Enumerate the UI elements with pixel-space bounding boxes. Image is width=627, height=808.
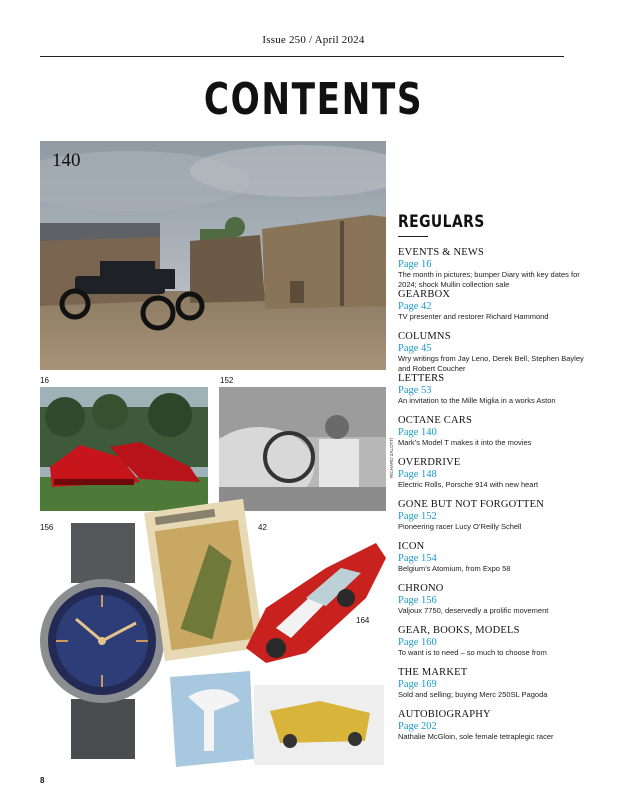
section-title: THE MARKET (398, 667, 468, 678)
page-title: CONTENTS (203, 74, 424, 125)
section-description: Electric Rolls, Porsche 914 with new heart (398, 480, 539, 489)
page-reference[interactable]: Page 154 (398, 553, 437, 564)
photo-model-car[interactable] (236, 528, 386, 668)
photo-book-spread[interactable] (170, 671, 386, 771)
section-description: Sold and selling; buying Merc 250SL Pagoda (398, 690, 548, 699)
list-item[interactable] (398, 499, 598, 541)
photo-page-number-16: 16 (40, 376, 49, 385)
section-title: EVENTS & NEWS (398, 247, 485, 258)
photo-model-t[interactable] (40, 141, 386, 370)
regulars-list (398, 247, 598, 751)
list-item[interactable] (398, 331, 598, 373)
section-title: CHRONO (398, 583, 444, 594)
header-rule (40, 56, 564, 57)
list-item[interactable] (398, 541, 598, 583)
section-title: GEARBOX (398, 289, 451, 300)
section-description: Belgium’s Atomium, from Expo 58 (398, 564, 511, 573)
page-reference[interactable]: Page 45 (398, 343, 432, 354)
section-description: The month in pictures; bumper Diary with key dates for 2024; shock Mullin collection sale (398, 270, 580, 289)
page-reference[interactable]: Page 202 (398, 721, 437, 732)
page-reference[interactable]: Page 156 (398, 595, 437, 606)
photo-vintage-racer[interactable] (219, 387, 386, 511)
page-folio: 8 (40, 776, 45, 785)
list-item[interactable] (398, 667, 598, 709)
regulars-heading: REGULARS (398, 212, 485, 232)
section-title: ICON (398, 541, 425, 552)
list-item[interactable] (398, 247, 598, 289)
section-title: GONE BUT NOT FORGOTTEN (398, 499, 545, 510)
list-item[interactable] (398, 583, 598, 625)
section-description: Pioneering racer Lucy O’Reilly Schell (398, 522, 522, 531)
page-reference[interactable]: Page 53 (398, 385, 432, 396)
photo-credit: RICHARD ZALOTTI (389, 437, 394, 478)
section-title: OVERDRIVE (398, 457, 461, 468)
page-reference[interactable]: Page 42 (398, 301, 432, 312)
photo-page-number-156: 156 (40, 523, 54, 532)
issue-line: Issue 250 / April 2024 (262, 34, 365, 46)
section-description: An invitation to the Mille Miglia in a works Aston (398, 396, 556, 405)
section-description: Mark’s Model T makes it into the movies (398, 438, 532, 447)
section-description: TV presenter and restorer Richard Hammond (398, 312, 549, 321)
section-title: GEAR, BOOKS, MODELS (398, 625, 520, 636)
section-title: OCTANE CARS (398, 415, 472, 426)
photo-page-number-152: 152 (220, 376, 234, 385)
photo-page-number-164: 164 (356, 616, 370, 625)
section-title: COLUMNS (398, 331, 451, 342)
list-item[interactable] (398, 709, 598, 751)
page-reference[interactable]: Page 152 (398, 511, 437, 522)
regulars-rule (398, 236, 428, 237)
section-description: To want is to need – so much to choose from (398, 648, 547, 657)
photo-ferraris[interactable] (40, 387, 208, 511)
page-reference[interactable]: Page 160 (398, 637, 437, 648)
page-reference[interactable]: Page 169 (398, 679, 437, 690)
section-description: Nathalie McGloin, sole female tetraplegic racer (398, 732, 554, 741)
section-description: Wry writings from Jay Leno, Derek Bell, Stephen Bayley and Robert Coucher (398, 354, 584, 373)
list-item[interactable] (398, 457, 598, 499)
list-item[interactable] (398, 415, 598, 457)
page-reference[interactable]: Page 148 (398, 469, 437, 480)
list-item[interactable] (398, 625, 598, 667)
list-item[interactable] (398, 373, 598, 415)
page-reference[interactable]: Page 140 (398, 427, 437, 438)
section-title: AUTOBIOGRAPHY (398, 709, 491, 720)
list-item[interactable] (398, 289, 598, 331)
section-title: LETTERS (398, 373, 445, 384)
section-description: Valjoux 7750, deservedly a prolific movement (398, 606, 549, 615)
photo-page-number-140: 140 (52, 150, 81, 171)
photo-page-number-42: 42 (258, 523, 267, 532)
page-reference[interactable]: Page 16 (398, 259, 432, 270)
